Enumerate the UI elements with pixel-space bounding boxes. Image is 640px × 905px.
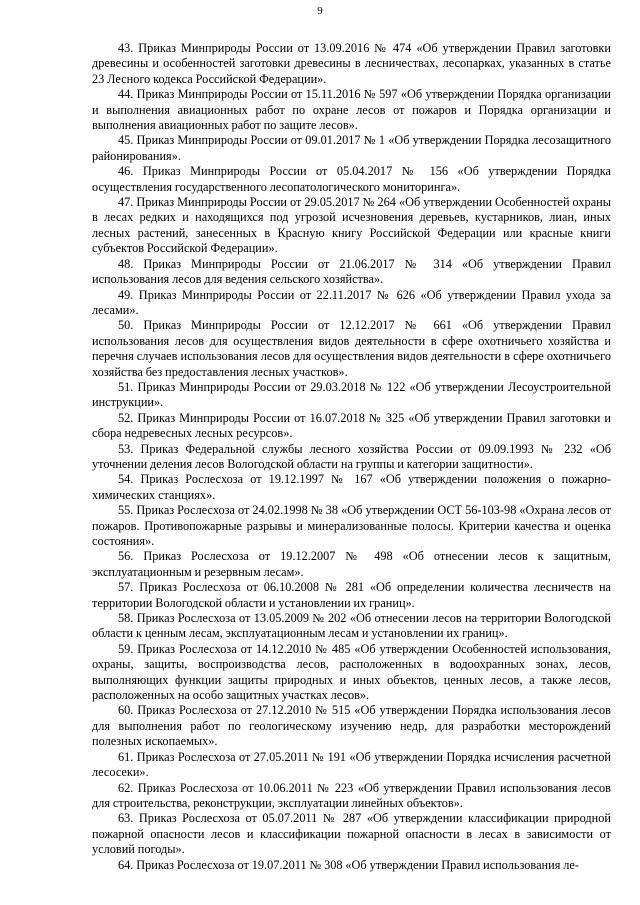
- list-item: 53. Приказ Федеральной службы лесного хозяйства России от 09.09.1993 № 232 «Об уточнении деления лесов Вологодской области на группы и категории защитности».: [92, 441, 611, 471]
- list-item: 57. Приказ Рослесхоза от 06.10.2008 № 281 «Об определении количества лесничеств на территории Вологодской области и установлении их границ».: [92, 580, 611, 610]
- list-item: 54. Приказ Рослесхоза от 19.12.1997 № 167 «Об утверждении положения о пожарно-химических станциях».: [92, 472, 611, 502]
- list-item: 55. Приказ Рослесхоза от 24.02.1998 № 38 «Об утверждении ОСТ 56-103-98 «Охрана лесов от пожаров. Противопожарные разрывы и минерализованные полосы. Критерии качества и оценка состояния».: [92, 503, 611, 548]
- list-item: 47. Приказ Минприроды России от 29.05.2017 № 264 «Об утверждении Особенностей охраны в лесах редких и находящихся под угрозой исчезновения деревьев, кустарников, лиан, иных лесных растений, занесенных в Красную книгу Российской Федерации или красные книги субъектов Российской Федерации».: [92, 195, 611, 256]
- list-item: 56. Приказ Рослесхоза от 19.12.2007 № 498 «Об отнесении лесов к защитным, эксплуатационным и резервным лесам».: [92, 549, 611, 579]
- list-item: 64. Приказ Рослесхоза от 19.07.2011 № 308 «Об утверждении Правил использования ле-: [118, 857, 579, 872]
- list-item: 51. Приказ Минприроды России от 29.03.2018 № 122 «Об утверждении Лесоустроительной инструкции».: [92, 379, 611, 410]
- list-item: 62. Приказ Рослесхоза от 10.06.2011 № 223 «Об утверждении Правил использования лесов для строительства, реконструкции, эксплуатации линейных объектов».: [92, 780, 611, 810]
- list-item: 58. Приказ Рослесхоза от 13.05.2009 № 202 «Об отнесении лесов на территории Вологодской области к ценным лесам, эксплуатационным лесам и установлении их границ».: [92, 611, 611, 641]
- list-item: 50. Приказ Минприроды России от 12.12.2017 № 661 «Об утверждении Правил использования лесов для осуществления видов деятельности в сфере охотничьего хозяйства и перечня случаев использования лесов для осуществления видов деятельности в сфере охотничьего хозяйства без предоставления лесных участков».: [92, 318, 611, 379]
- list-item: 61. Приказ Рослесхоза от 27.05.2011 № 191 «Об утверждении Порядка исчисления расчетной лесосеки».: [92, 749, 611, 780]
- page-number: 9: [317, 5, 323, 17]
- list-item: 43. Приказ Минприроды России от 13.09.2016 № 474 «Об утверждении Правил заготовки древесины и особенностей заготовки древесины в лесничествах, лесопарках, указанных в статье 23 Лесного кодекса Российской Федерации».: [92, 41, 611, 86]
- document-body: [92, 41, 611, 873]
- list-item: 63. Приказ Рослесхоза от 05.07.2011 № 287 «Об утверждении классификации природной пожарной опасности лесов и классификации пожарной опасности в лесах в зависимости от условий погоды».: [92, 811, 611, 857]
- list-item: 45. Приказ Минприроды России от 09.01.2017 № 1 «Об утверждении Порядка лесозащитного районирования».: [92, 133, 611, 163]
- list-item: 59. Приказ Рослесхоза от 14.12.2010 № 485 «Об утверждении Особенностей использования, охраны, защиты, воспроизводства лесов, расположенных в водоохранных зонах, лесов, выполняющих функции защиты природных и иных объектов, ценных лесов, а также лесов, расположенных на особо защитных участках лесов».: [92, 641, 611, 703]
- list-item: 48. Приказ Минприроды России от 21.06.2017 № 314 «Об утверждении Правил использования лесов для ведения сельского хозяйства».: [92, 256, 611, 287]
- list-item: 52. Приказ Минприроды России от 16.07.2018 № 325 «Об утверждении Правил заготовки и сбора недревесных лесных ресурсов».: [92, 410, 611, 441]
- list-item: 46. Приказ Минприроды России от 05.04.2017 № 156 «Об утверждении Порядка осуществления государственного лесопатологического мониторинга».: [92, 164, 611, 194]
- list-item: 44. Приказ Минприроды России от 15.11.2016 № 597 «Об утверждении Порядка организации и выполнения авиационных работ по охране лесов от пожаров и Порядка организации и выполнения авиационных работ по защите лесов».: [92, 87, 611, 133]
- list-item: 60. Приказ Рослесхоза от 27.12.2010 № 515 «Об утверждении Порядка использования лесов для выполнения работ по геологическому изучению недр, для разработки месторождений полезных ископаемых».: [92, 703, 611, 749]
- list-item: 49. Приказ Минприроды России от 22.11.2017 № 626 «Об утверждении Правил ухода за лесами».: [92, 287, 611, 317]
